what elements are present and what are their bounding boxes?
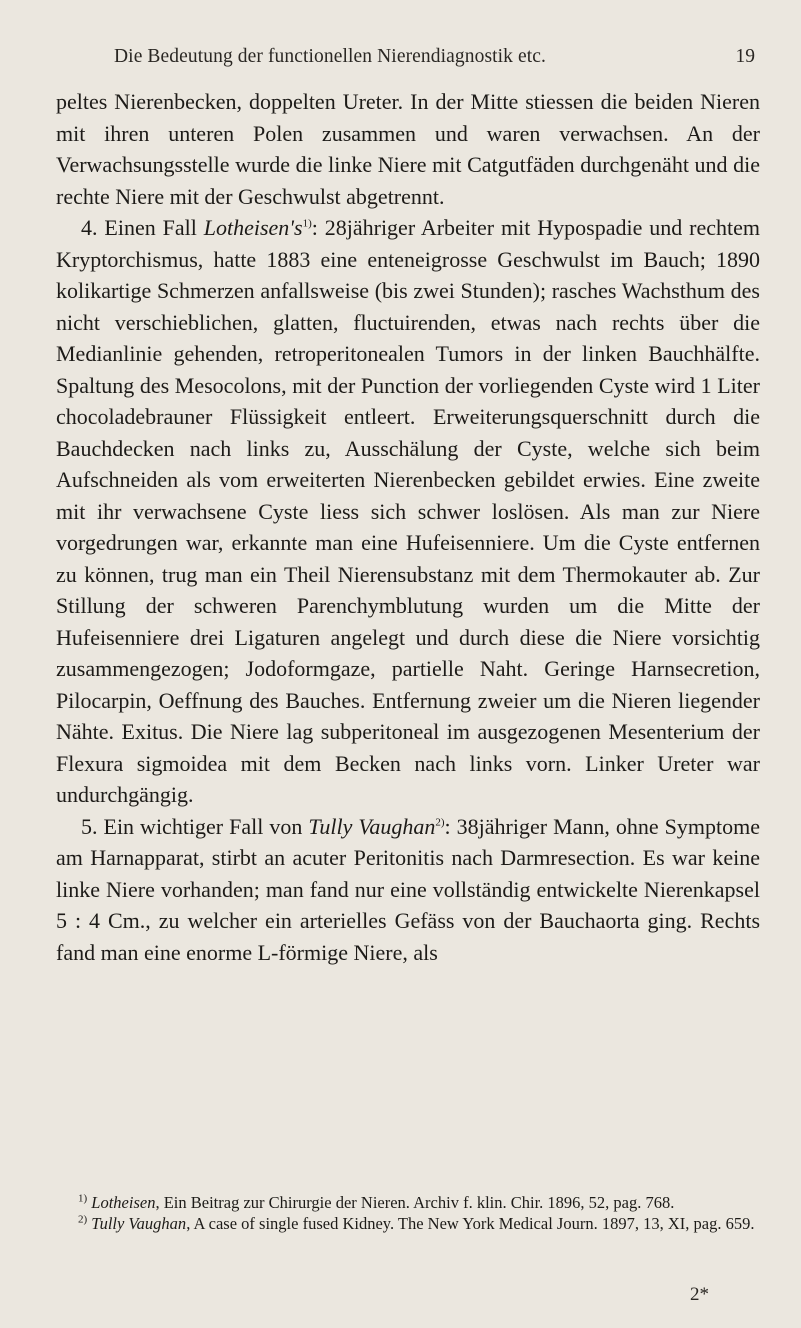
signature-mark: 2* <box>690 1284 709 1305</box>
footnote-1-mark: 1) <box>78 1192 88 1205</box>
footnote-ref-1: 1) <box>302 217 312 230</box>
running-title: Die Bedeutung der functionellen Nierendiagnostik etc. <box>114 46 546 67</box>
case-4-lead: 4. Einen Fall <box>81 215 204 240</box>
case-5-text: : 38jähriger Mann, ohne Symptome am Harnapparat, stirbt an acuter Peritonitis nach Darmresection. Es war keine linke Niere vorhanden; man fand nur eine vollständig entwickelte Nierenkapsel 5 : 4 Cm., zu welcher ein arterielles Gefäss von der Bauchaorta ging. Rechts fand man eine enorme L-förmige Niere, als <box>56 813 760 965</box>
footnote-2-text: , A case of single fused Kidney. The New York Medical Journ. 1897, 13, XI, pag. 659. <box>186 1213 755 1233</box>
footnote-1 <box>56 1193 764 1214</box>
page-number: 19 <box>735 46 755 67</box>
footnote-2 <box>56 1214 764 1235</box>
paragraph-2 <box>56 212 760 811</box>
paragraph-1: peltes Nierenbecken, doppelten Ureter. In der Mitte stiessen die beiden Nieren mit ihren unteren Polen zusammen und waren verwachsen. An der Verwachsungsstelle wurde die linke Niere mit Catgutfäden durchgenäht und die rechte Niere mit der Geschwulst abgetrennt. <box>56 89 760 209</box>
paragraph-3 <box>56 811 760 969</box>
main-text <box>56 86 760 968</box>
case-5-lead: 5. Ein wichtiger Fall von <box>81 813 309 839</box>
case-4-author: Lotheisen's <box>203 215 303 240</box>
footnote-1-text: , Ein Beitrag zur Chirurgie der Nieren. Archiv f. klin. Chir. 1896, 52, pag. 768. <box>155 1193 675 1212</box>
footnote-1-author: Lotheisen <box>91 1193 156 1212</box>
case-5-author: Tully Vaughan <box>308 813 436 839</box>
running-header <box>0 46 801 76</box>
footnote-ref-2: 2) <box>435 816 445 829</box>
case-4-text: : 28jähriger Arbeiter mit Hypospadie und rechtem Kryptorchismus, hatte 1883 eine enteneigrosse Geschwulst im Bauch; 1890 kolikartige Schmerzen anfallsweise (bis zwei Stunden); rasches Wachsthum des nicht verschieblichen, glatten, fluctuirenden, etwas nach rechts über die Medianlinie gehenden, retroperitonealen Tumors in der linken Bauchhälfte. Spaltung des Mesocolons, mit der Punction der vorliegenden Cyste wird 1 Liter chocoladebrauner Flüssigkeit entleert. Erweiterungsquerschnitt durch die Bauchdecken nach links zu, Ausschälung der Cyste, welche sich beim Aufschneiden als vom erweiterten Nierenbecken gebildet erwies. Eine zweite mit ihr verwachsene Cyste liess sich schwer loslösen. Als man zur Niere vorgedrungen war, erkannte man eine Hufeisenniere. Um die Cyste entfernen zu können, trug man ein Theil Nierensubstanz mit dem Thermokauter ab. Zur Stillung der schweren Parenchymblutung wurden um die Mitte der Hufeisenniere drei Ligaturen angelegt und durch diese die Niere vorsichtig zusammengezogen; Jodoformgaze, partielle Naht. Geringe Harnsecretion, Pilocarpin, Oeffnung des Bauches. Entfernung zweier um die Nieren liegender Nähte. Exitus. Die Niere lag subperitoneal im ausgezogenen Mesenterium der Flexura sigmoidea mit dem Becken nach links vorn. Linker Ureter war undurchgängig. <box>56 215 760 807</box>
footnote-2-mark: 2) <box>78 1213 88 1225</box>
footnote-2-author: Tully Vaughan <box>91 1213 187 1233</box>
footnotes <box>56 1193 764 1234</box>
